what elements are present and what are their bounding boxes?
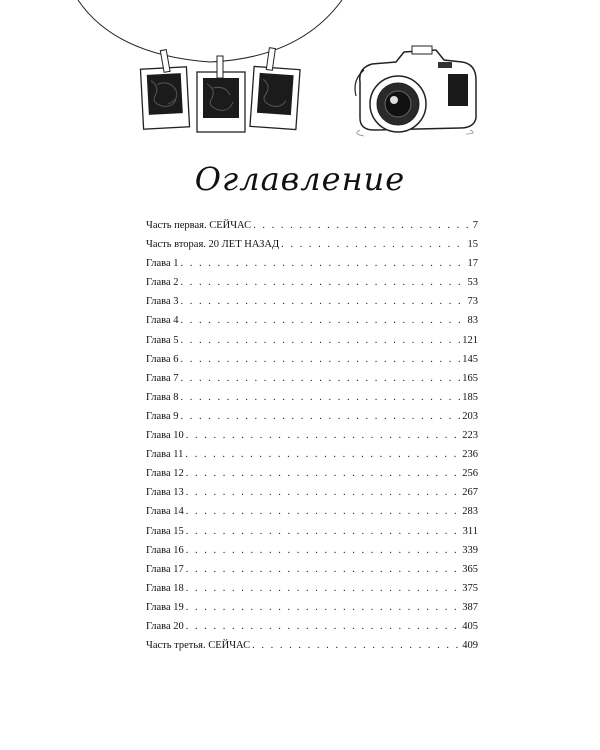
toc-leader-dots (186, 468, 460, 479)
toc-leader-dots (186, 602, 460, 613)
toc-entry (146, 354, 478, 373)
toc-entry-page: 256 (462, 468, 478, 480)
toc-entry-label: Глава 3 (146, 296, 179, 308)
toc-leader-dots (186, 430, 460, 441)
toc-entry-page: 83 (467, 315, 478, 327)
toc-leader-dots (181, 277, 466, 288)
toc-entry (146, 449, 478, 468)
toc-entry (146, 258, 478, 277)
clothesline (78, 0, 342, 62)
toc-leader-dots (181, 392, 461, 403)
toc-entry-label: Глава 15 (146, 525, 184, 537)
toc-entry (146, 430, 478, 449)
toc-entry-page: 365 (462, 563, 478, 575)
toc-entry-page: 165 (462, 372, 478, 384)
toc-entry (146, 315, 478, 334)
toc-entry (146, 468, 478, 487)
toc-entry (146, 602, 478, 621)
toc-leader-dots (186, 526, 461, 537)
toc-leader-dots (281, 239, 465, 250)
toc-entry-label: Глава 13 (146, 487, 184, 499)
table-of-contents (146, 220, 478, 659)
toc-entry-page: 7 (472, 220, 478, 231)
toc-entry (146, 621, 478, 640)
polaroid-photo-3 (250, 48, 300, 130)
toc-leader-dots (181, 373, 461, 384)
toc-entry-label: Глава 2 (146, 277, 179, 289)
toc-entry-page: 405 (462, 620, 478, 632)
polaroid-photo-1 (140, 50, 189, 130)
toc-entry-label: Глава 17 (146, 563, 184, 575)
toc-entry (146, 335, 478, 354)
toc-entry-label: Глава 11 (146, 449, 184, 461)
toc-entry (146, 411, 478, 430)
toc-entry (146, 373, 478, 392)
toc-entry (146, 277, 478, 296)
toc-entry-label: Глава 1 (146, 258, 179, 270)
toc-entry-label: Глава 16 (146, 544, 184, 556)
toc-entry-page: 223 (462, 430, 478, 442)
toc-entry-label: Глава 14 (146, 506, 184, 518)
toc-entry-label: Часть вторая. 20 ЛЕТ НАЗАД (146, 239, 280, 251)
toc-entry-page: 267 (462, 487, 478, 499)
toc-leader-dots (181, 335, 461, 346)
toc-entry-page: 203 (462, 410, 478, 422)
toc-entry-label: Глава 9 (146, 410, 179, 422)
toc-entry-label: Глава 6 (146, 353, 179, 365)
toc-entry-page: 387 (462, 601, 478, 613)
toc-leader-dots (181, 296, 466, 307)
toc-entry-label: Глава 19 (146, 601, 184, 613)
toc-entry (146, 583, 478, 602)
page-title: Оглавление (194, 160, 406, 198)
toc-leader-dots (181, 411, 461, 422)
toc-entry-page: 339 (462, 544, 478, 556)
toc-entry-label: Глава 8 (146, 391, 179, 403)
toc-entry-page: 17 (467, 258, 478, 270)
toc-entry-page: 53 (467, 277, 478, 289)
toc-entry (146, 506, 478, 525)
toc-entry-page: 283 (462, 506, 478, 518)
toc-entry-page: 15 (467, 239, 478, 251)
toc-entry-page: 121 (462, 334, 478, 346)
toc-entry-label: Глава 12 (146, 468, 184, 480)
toc-leader-dots (181, 315, 466, 326)
toc-entry (146, 296, 478, 315)
toc-entry-page: 145 (462, 353, 478, 365)
toc-leader-dots (186, 564, 460, 575)
toc-leader-dots (186, 487, 460, 498)
toc-entry (146, 239, 478, 258)
toc-leader-dots (253, 220, 471, 231)
toc-entry (146, 220, 478, 239)
toc-entry (146, 545, 478, 564)
toc-entry-label: Глава 4 (146, 315, 179, 327)
toc-leader-dots (181, 354, 461, 365)
toc-entry-page: 409 (462, 640, 478, 652)
header-illustration (0, 0, 600, 150)
toc-leader-dots (186, 621, 460, 632)
toc-entry-label: Глава 7 (146, 372, 179, 384)
toc-leader-dots (252, 640, 460, 651)
toc-entry (146, 526, 478, 545)
toc-entry-page: 185 (462, 391, 478, 403)
toc-leader-dots (186, 506, 460, 517)
toc-entry (146, 640, 478, 659)
toc-entry-label: Часть первая. СЕЙЧАС (146, 220, 252, 231)
toc-leader-dots (181, 258, 466, 269)
toc-entry-label: Глава 20 (146, 620, 184, 632)
toc-entry-label: Глава 10 (146, 430, 184, 442)
toc-entry-page: 73 (467, 296, 478, 308)
toc-entry-label: Глава 5 (146, 334, 179, 346)
toc-entry-page: 375 (462, 582, 478, 594)
camera-icon (355, 46, 476, 136)
polaroid-photo-2 (197, 56, 245, 132)
toc-entry (146, 392, 478, 411)
toc-leader-dots (186, 545, 460, 556)
toc-entry-label: Часть третья. СЕЙЧАС (146, 640, 251, 652)
toc-leader-dots (186, 583, 460, 594)
toc-entry-page: 236 (462, 449, 478, 461)
toc-entry (146, 487, 478, 506)
toc-entry-page: 311 (462, 525, 478, 537)
toc-entry (146, 564, 478, 583)
toc-leader-dots (185, 449, 460, 460)
toc-entry-label: Глава 18 (146, 582, 184, 594)
